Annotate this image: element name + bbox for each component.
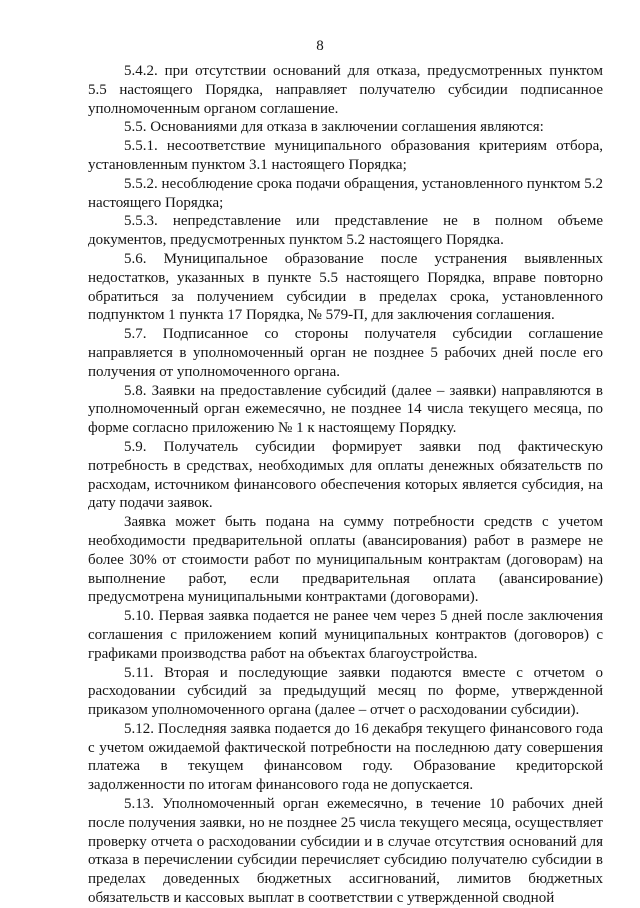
paragraph-5-8: 5.8. Заявки на предоставление субсидий (далее – заявки) направляются в уполномоченный орган ежемесячно, не позднее 14 числа текущего месяца, по форме согласно приложению № 1 к настоящему Порядку. — [88, 382, 603, 437]
paragraph-5-9: 5.9. Получатель субсидии формирует заявки под фактическую потребность в средствах, необходимых для оплаты денежных обязательств по расходам, источником финансового обеспечения которых является субсидия, на дату подачи заявок. — [88, 438, 603, 512]
paragraph-5-12: 5.12. Последняя заявка подается до 16 декабря текущего финансового года с учетом ожидаемой фактической потребности на последнюю дату совершения платежа в текущем финансовом году. Образование кредиторской задолженности по итогам финансового года не допускается. — [88, 720, 603, 794]
page-number: 8 — [316, 38, 324, 54]
paragraph-5-9-application: Заявка может быть подана на сумму потребности средств с учетом необходимости предварительной оплаты (авансирования) работ в размере не более 30% от стоимости работ по муниципальным контрактам (договорам) на выполнение работ, если предварительная оплата (авансирование) предусмотрена муниципальными контрактами (договорами). — [88, 514, 603, 606]
paragraph-5-11: 5.11. Вторая и последующие заявки подаются вместе с отчетом о расходовании субсидий за предыдущий месяц по форме, утвержденной приказом уполномоченного органа (далее – отчет о расходовании субсидии). — [88, 664, 603, 719]
paragraph-5-10: 5.10. Первая заявка подается не ранее чем через 5 дней после заключения соглашения с приложением копий муниципальных контрактов (договоров) с графиками производства работ на объектах благоустройства. — [88, 608, 603, 662]
paragraph-5-13: 5.13. Уполномоченный орган ежемесячно, в течение 10 рабочих дней после получения заявки, но не позднее 25 числа текущего месяца, осуществляет проверку отчета о расходовании субсидии и в случае отсутствия оснований для отказа в перечислении субсидии перечисляет субсидию получателю субсидии в пределах доведенных бюджетных ассигнований, лимитов бюджетных обязательств и кассовых выплат в соответствии с утвержденной сводной — [88, 796, 603, 907]
paragraph-5-6: 5.6. Муниципальное образование после устранения выявленных недостатков, указанных в пункте 5.5 настоящего Порядка, вправе повторно обратиться за получением субсидии в пределах срока, установленного подпунктом 1 пункта 17 Порядка, № 579-П, для заключения соглашения. — [88, 250, 603, 324]
document-body — [88, 62, 603, 908]
paragraph-5-4-2: 5.4.2. при отсутствии оснований для отказа, предусмотренных пунктом 5.5 настоящего Порядка, направляет получателю субсидии подписанное уполномоченным органом соглашение. — [88, 63, 603, 117]
paragraph-5-5-1: 5.5.1. несоответствие муниципального образования критериям отбора, установленным пунктом 3.1 настоящего Порядка; — [88, 138, 603, 173]
paragraph-5-5-3: 5.5.3. непредставление или представление не в полном объеме документов, предусмотренных пунктом 5.2 настоящего Порядка. — [88, 213, 603, 249]
paragraph-5-5-2: 5.5.2. несоблюдение срока подачи обращения, установленного пунктом 5.2 настоящего Порядка; — [88, 175, 603, 211]
paragraph-5-5: 5.5. Основаниями для отказа в заключении соглашения являются: — [124, 119, 544, 136]
paragraph-5-7: 5.7. Подписанное со стороны получателя субсидии соглашение направляется в уполномоченный орган не позднее 5 рабочих дней после его получения от уполномоченного органа. — [88, 326, 603, 380]
